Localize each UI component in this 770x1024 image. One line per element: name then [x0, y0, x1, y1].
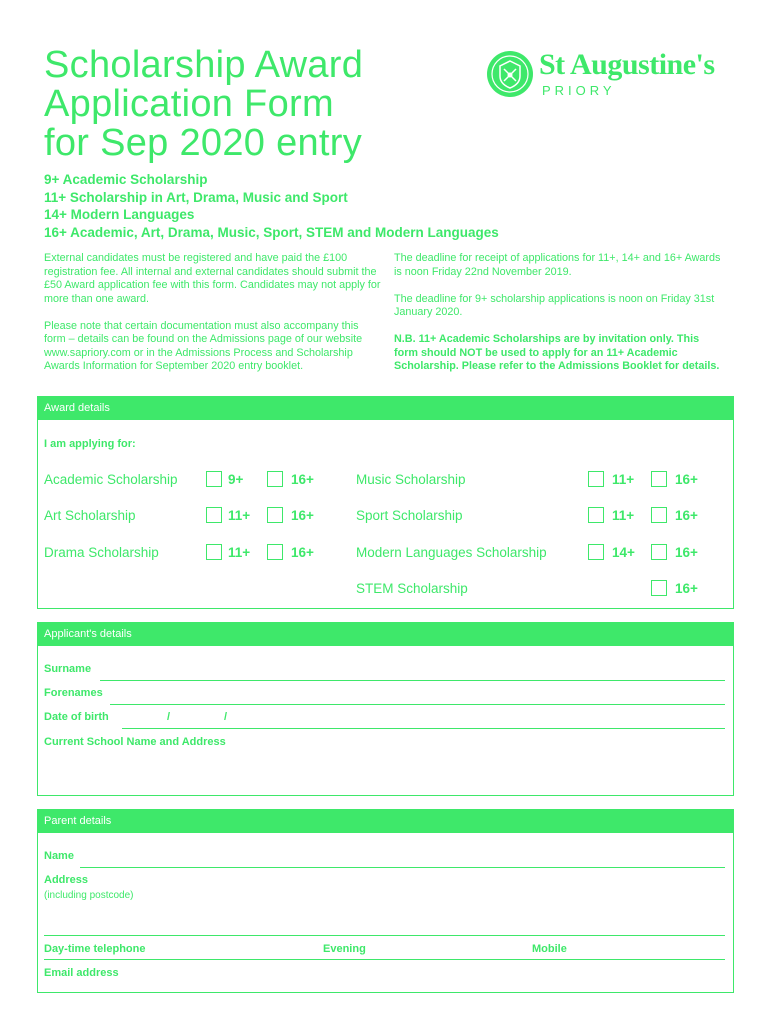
drama-16-label: 16+ — [291, 545, 314, 560]
art-11-label: 11+ — [228, 508, 251, 523]
stem-16-label: 16+ — [675, 581, 698, 596]
dob-separator: / — [224, 711, 228, 723]
art-16-checkbox[interactable] — [267, 507, 283, 523]
academic-scholarship-label: Academic Scholarship — [44, 472, 178, 487]
award-details-section — [37, 396, 734, 609]
academic-16-label: 16+ — [291, 472, 314, 487]
sport-16-label: 16+ — [675, 508, 698, 523]
address-note: (including postcode) — [44, 890, 134, 901]
title-line-2: Application Form — [44, 83, 334, 125]
languages-scholarship-label: Modern Languages Scholarship — [356, 545, 547, 560]
award-list-item: 11+ Scholarship in Art, Drama, Music and Sport — [44, 189, 348, 205]
drama-scholarship-label: Drama Scholarship — [44, 545, 159, 560]
awards-list — [44, 171, 499, 241]
music-11-checkbox[interactable] — [588, 471, 604, 487]
email-label: Email address — [44, 967, 119, 979]
sport-11-label: 11+ — [612, 508, 635, 523]
title-line-1: Scholarship Award — [44, 44, 364, 86]
forenames-label: Forenames — [44, 687, 103, 699]
music-16-checkbox[interactable] — [651, 471, 667, 487]
music-11-label: 11+ — [612, 472, 635, 487]
school-crest-icon — [486, 50, 534, 98]
sport-11-checkbox[interactable] — [588, 507, 604, 523]
deadline-9-info: The deadline for 9+ scholarship applications is noon on Friday 31st January 2020. — [394, 292, 715, 318]
telephone-field[interactable] — [44, 959, 725, 960]
academic-9-label: 9+ — [228, 472, 244, 487]
academic-9-checkbox[interactable] — [206, 471, 222, 487]
parent-details-heading: Parent details — [38, 810, 733, 833]
languages-16-checkbox[interactable] — [651, 544, 667, 560]
languages-14-label: 14+ — [612, 545, 635, 560]
applying-for-label: I am applying for: — [44, 438, 136, 450]
drama-11-checkbox[interactable] — [206, 544, 222, 560]
dob-label: Date of birth — [44, 711, 109, 723]
mobile-label: Mobile — [532, 943, 567, 955]
languages-16-label: 16+ — [675, 545, 698, 560]
school-logo — [486, 50, 736, 100]
info-left-column — [44, 252, 382, 387]
award-details-heading: Award details — [38, 397, 733, 420]
dob-separator: / — [167, 711, 171, 723]
info-right-column — [394, 252, 724, 387]
address-field[interactable] — [44, 935, 725, 936]
drama-11-label: 11+ — [228, 545, 251, 560]
page-title — [44, 46, 363, 163]
award-list-item: 9+ Academic Scholarship — [44, 172, 208, 187]
forenames-field[interactable] — [110, 704, 725, 705]
award-list-item: 16+ Academic, Art, Drama, Music, Sport, STEM and Modern Languages — [44, 224, 499, 240]
logo-name: St Augustine's — [539, 48, 715, 81]
drama-16-checkbox[interactable] — [267, 544, 283, 560]
parent-details-section — [37, 809, 734, 993]
applicant-details-section — [37, 622, 734, 796]
evening-telephone-label: Evening — [323, 943, 366, 955]
sport-scholarship-label: Sport Scholarship — [356, 508, 463, 523]
address-label: Address — [44, 874, 89, 886]
logo-subtitle: PRIORY — [542, 83, 616, 98]
stem-16-checkbox[interactable] — [651, 580, 667, 596]
surname-field[interactable] — [100, 680, 725, 681]
daytime-telephone-label: Day-time telephone — [44, 943, 146, 955]
music-16-label: 16+ — [675, 472, 698, 487]
title-line-3: for Sep 2020 entry — [44, 122, 363, 164]
art-11-checkbox[interactable] — [206, 507, 222, 523]
documentation-info: Please note that certain documentation must also accompany this form – details can be found on the Admissions page of our website www.sapriory.com or in the Admissions Process and Scholarship Awards Information for September 2020 entry booklet. — [44, 319, 363, 372]
applicant-details-heading: Applicant's details — [38, 623, 733, 646]
art-scholarship-label: Art Scholarship — [44, 508, 136, 523]
languages-14-checkbox[interactable] — [588, 544, 604, 560]
deadline-info: The deadline for receipt of applications for 11+, 14+ and 16+ Awards is noon Friday 22nd November 2019. — [394, 252, 721, 278]
stem-scholarship-label: STEM Scholarship — [356, 581, 468, 596]
parent-name-field[interactable] — [80, 867, 725, 868]
current-school-label: Current School Name and Address — [44, 736, 226, 748]
sport-16-checkbox[interactable] — [651, 507, 667, 523]
art-16-label: 16+ — [291, 508, 314, 523]
dob-field[interactable] — [122, 728, 725, 729]
surname-label: Surname — [44, 663, 92, 675]
name-label: Name — [44, 850, 74, 862]
music-scholarship-label: Music Scholarship — [356, 472, 466, 487]
invitation-note: N.B. 11+ Academic Scholarships are by invitation only. This form should NOT be used to apply for an 11+ Academic Scholarship. Please refer to the Admissions Booklet for details. — [394, 333, 720, 372]
award-list-item: 14+ Modern Languages — [44, 207, 195, 222]
registration-info: External candidates must be registered and have paid the £100 registration fee. All internal and external candidates should submit the £50 Award application fee with this form. Candidates may not apply for more than one award. — [44, 252, 381, 305]
academic-16-checkbox[interactable] — [267, 471, 283, 487]
